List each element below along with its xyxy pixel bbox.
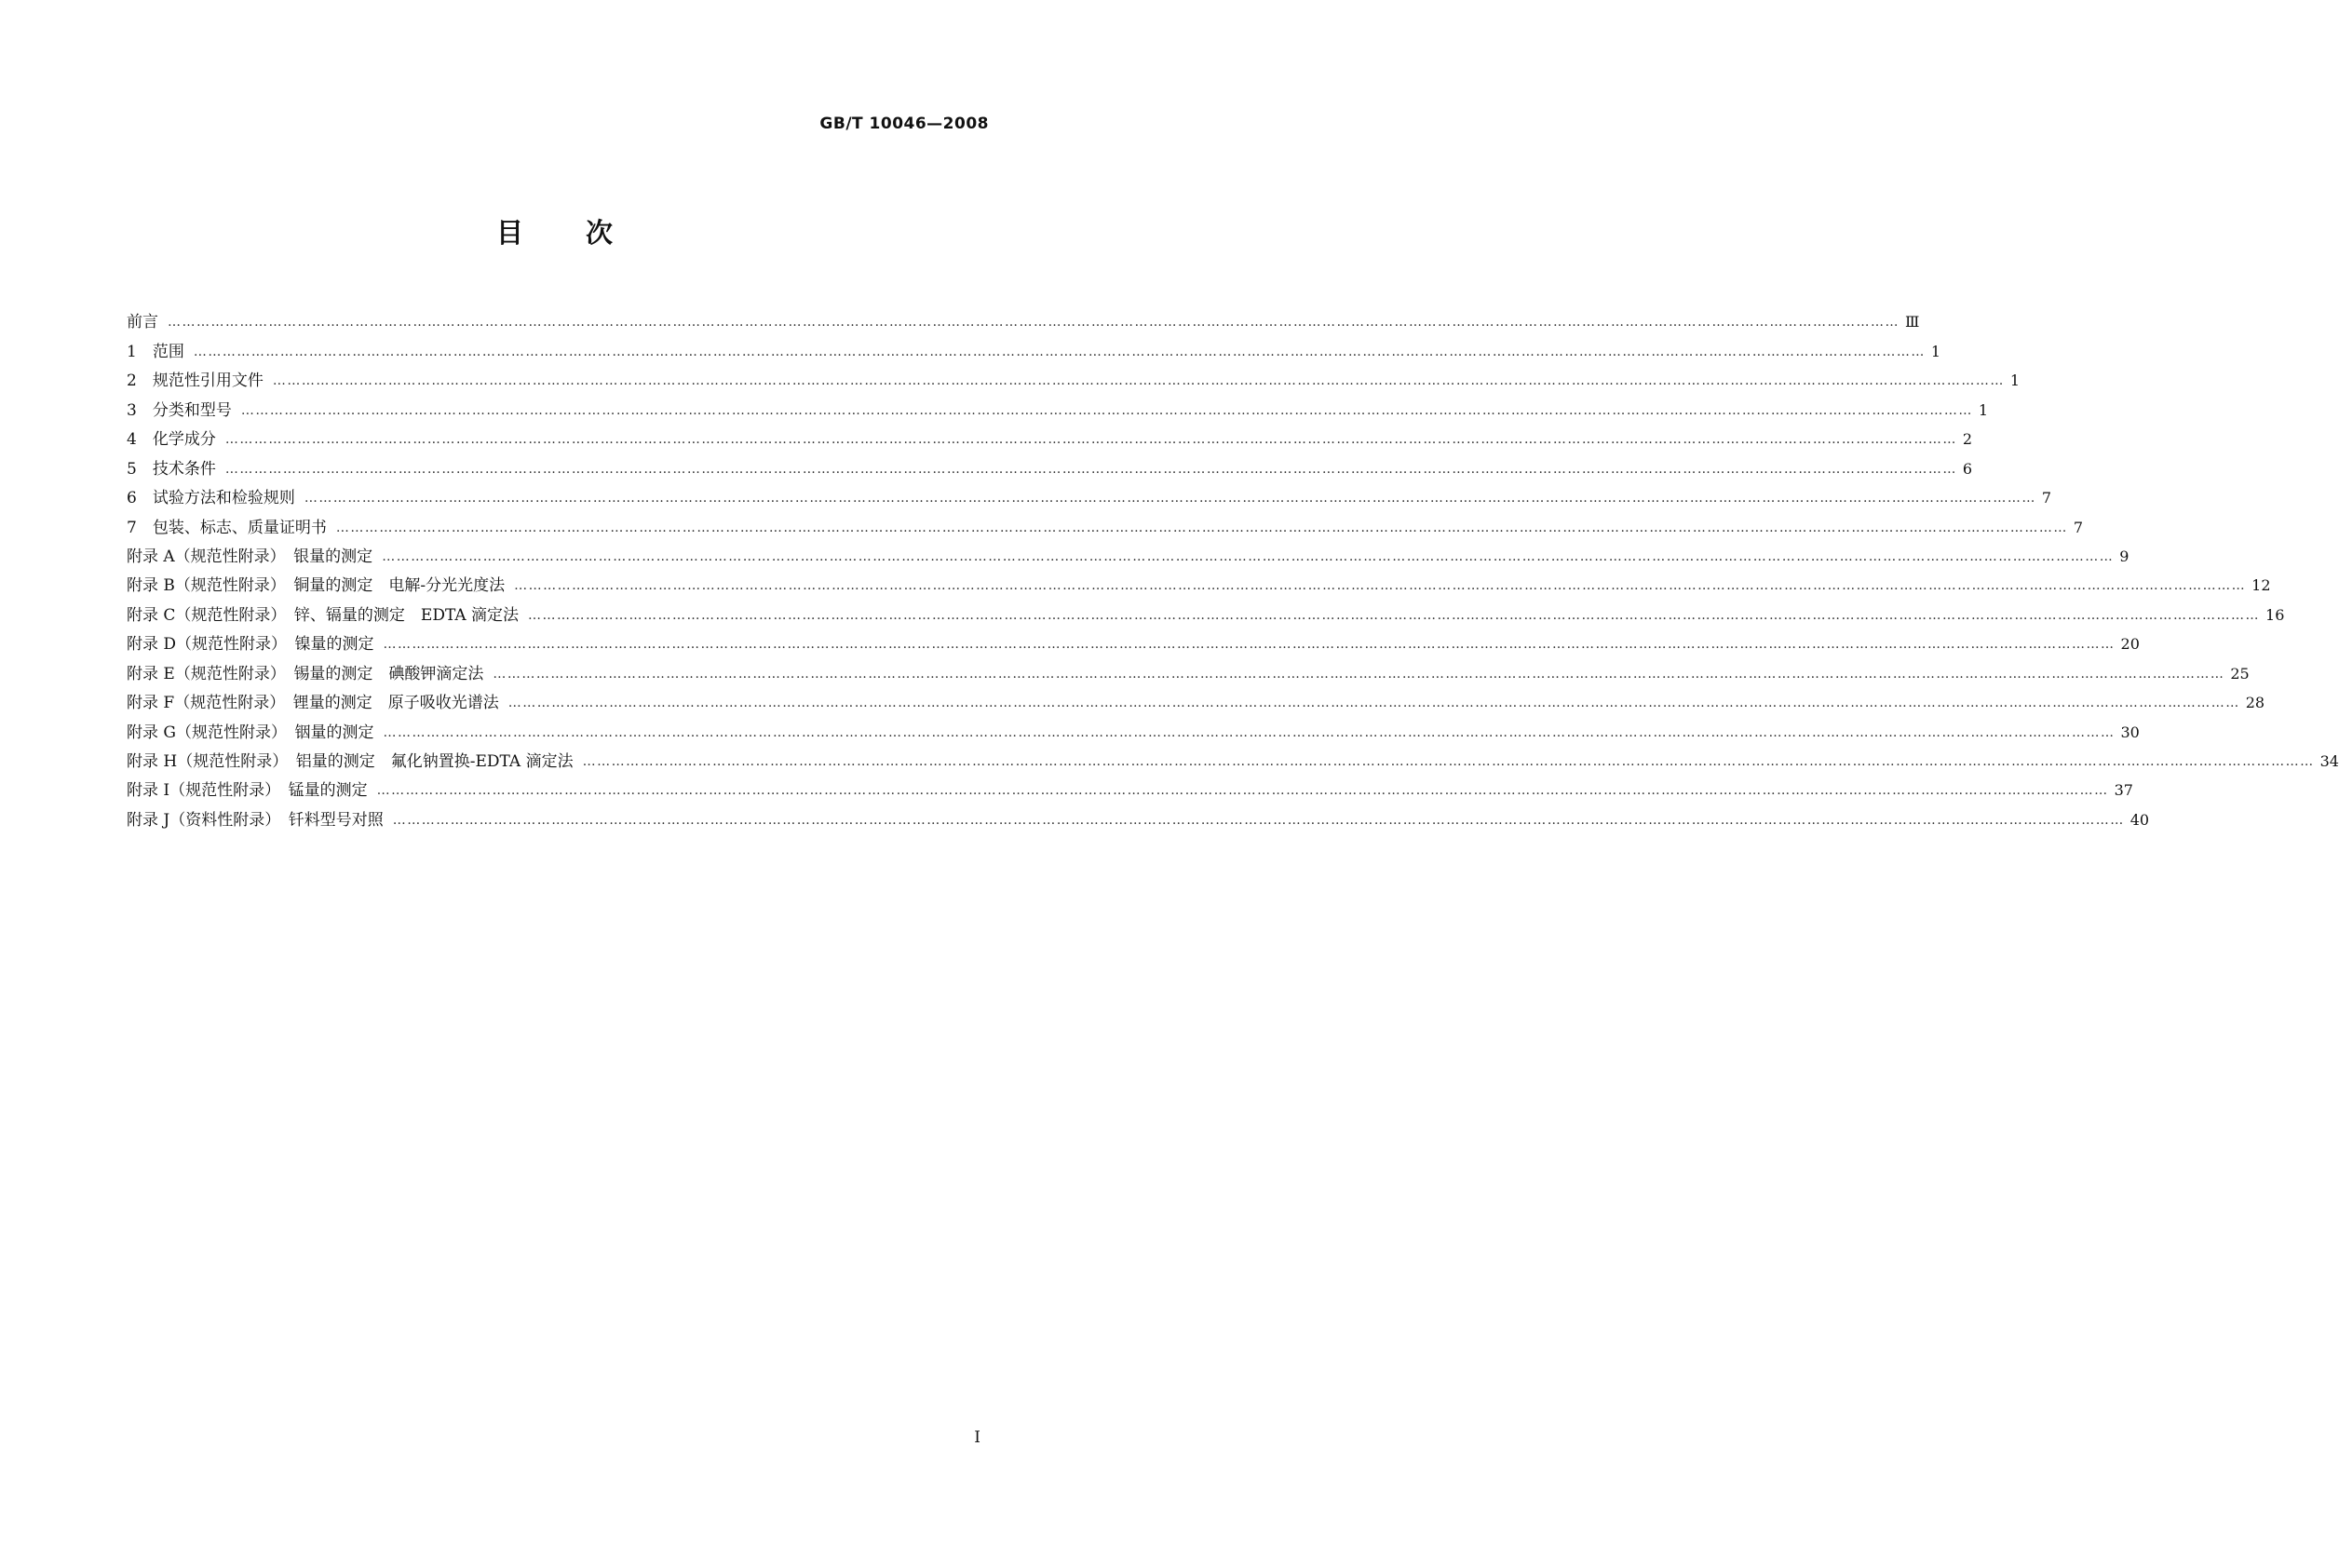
toc-entry-page: 16 [2265,605,2285,624]
toc-entry-page: 40 [2129,810,2150,829]
toc-entry-normative-references[interactable] [127,362,2021,391]
page-number: I [974,1428,980,1447]
dot-leader: ……………………………………………………………………………………………………………………………………………………………………………………………………………………………………………………………………………………………………………………………… [382,548,2115,564]
dot-leader: ……………………………………………………………………………………………………………………………………………………………………………………………………………………………………………………………………………………………………………………………… [193,344,1926,359]
toc-entry-label: 附录 F（规范性附录） 锂量的测定 原子吸收光谱法 [127,694,499,713]
dot-leader: ……………………………………………………………………………………………………………………………………………………………………………………………………………………………………………………………………………………………………………………………… [224,432,1957,448]
dot-leader: ……………………………………………………………………………………………………………………………………………………………………………………………………………………………………………………………………………………………………………………………… [335,520,2068,535]
toc-entry-label: 附录 A（规范性附录） 银量的测定 [127,547,373,566]
toc-entry-label: 附录 G（规范性附录） 铟量的测定 [127,723,374,742]
toc-entry-label: 附录 D（规范性附录） 镍量的测定 [127,635,374,655]
toc-entry-label: 附录 B（规范性附录） 铜量的测定 电解-分光光度法 [127,576,506,596]
toc-entry-page: Ⅲ [1905,313,1920,331]
toc-entry-label: 4 化学成分 [127,430,216,450]
dot-leader: ……………………………………………………………………………………………………………………………………………………………………………………………………………………………………………………………………………………………………………………………… [272,373,2005,389]
dot-leader: ……………………………………………………………………………………………………………………………………………………………………………………………………………………………………………………………………………………………………………………………… [383,724,2116,740]
dot-leader: ……………………………………………………………………………………………………………………………………………………………………………………………………………………………………………………………………………………………………………………………… [376,783,2109,799]
toc-entry-label: 1 范围 [127,342,184,361]
toc-entry-annex-h[interactable] [127,743,2339,772]
toc-entry-page: 6 [1962,459,1973,478]
dot-leader: ……………………………………………………………………………………………………………………………………………………………………………………………………………………………………………………………………………………………………………………………… [507,696,2240,711]
toc-entry-label: 5 技术条件 [127,459,216,479]
toc-entry-page: 7 [2073,518,2084,536]
toc-entry-page: 2 [1962,430,1973,449]
toc-entry-page: 34 [2319,752,2339,770]
toc-entry-annex-j[interactable] [127,801,2150,830]
toc-entry-page: 30 [2120,723,2140,741]
toc-entry-test-methods[interactable] [127,480,2052,508]
dot-leader: ……………………………………………………………………………………………………………………………………………………………………………………………………………………………………………………………………………………………………………………………… [224,461,1957,477]
toc-entry-label: 附录 J（资料性附录） 钎料型号对照 [127,810,384,830]
dot-leader: ……………………………………………………………………………………………………………………………………………………………………………………………………………………………………………………………………………………………………………………………… [304,491,2036,507]
toc-entry-annex-f[interactable] [127,684,2265,713]
toc-entry-page: 25 [2230,664,2250,683]
toc-entry-label: 3 分类和型号 [127,400,232,420]
dot-leader: ……………………………………………………………………………………………………………………………………………………………………………………………………………………………………………………………………………………………………………………………… [392,812,2125,828]
title-char-2: 次 [586,217,614,249]
toc-entry-annex-i[interactable] [127,772,2133,801]
toc-entry-label: 附录 I（规范性附录） 锰量的测定 [127,781,368,801]
dot-leader: ……………………………………………………………………………………………………………………………………………………………………………………………………………………………………………………………………………………………………………………………… [582,754,2315,769]
toc-entry-annex-a[interactable] [127,538,2129,567]
toc-entry-annex-c[interactable] [127,596,2285,625]
toc-entry-page: 1 [2009,372,2021,390]
toc-entry-classification[interactable] [127,391,1989,420]
toc-entry-label: 前言 [127,313,158,332]
toc-entry-annex-e[interactable] [127,655,2250,683]
toc-entry-annex-d[interactable] [127,626,2140,655]
toc-entry-label: 附录 H（规范性附录） 铝量的测定 氟化钠置换-EDTA 滴定法 [127,752,574,771]
dot-leader: ……………………………………………………………………………………………………………………………………………………………………………………………………………………………………………………………………………………………………………………………… [528,607,2261,623]
toc-entry-packaging[interactable] [127,508,2084,537]
toc-entry-technical-conditions[interactable] [127,450,1973,479]
dot-leader: ……………………………………………………………………………………………………………………………………………………………………………………………………………………………………………………………………………………………………………………………… [240,402,1973,418]
toc-entry-label: 附录 E（规范性附录） 锡量的测定 碘酸钾滴定法 [127,664,484,683]
dot-leader: ……………………………………………………………………………………………………………………………………………………………………………………………………………………………………………………………………………………………………………………………… [493,666,2225,682]
toc-entry-annex-g[interactable] [127,713,2140,742]
toc-entry-foreword[interactable] [127,304,1920,332]
standard-code: GB/T 10046—2008 [819,115,989,133]
toc-entry-page: 9 [2119,547,2129,565]
toc-entry-page: 12 [2251,576,2271,595]
dot-leader: ……………………………………………………………………………………………………………………………………………………………………………………………………………………………………………………………………………………………………………………………… [383,637,2116,653]
toc-entry-label: 附录 C（规范性附录） 锌、镉量的测定 EDTA 滴定法 [127,605,520,625]
toc-entry-label: 2 规范性引用文件 [127,372,264,391]
toc-entry-page: 7 [2041,489,2052,507]
toc-entry-scope[interactable] [127,332,1941,361]
toc-entry-page: 1 [1930,342,1941,360]
toc-entry-annex-b[interactable] [127,567,2271,596]
toc-entry-page: 28 [2245,694,2265,712]
page-title [0,212,1109,250]
toc-entry-label: 7 包装、标志、质量证明书 [127,518,327,537]
dot-leader: ……………………………………………………………………………………………………………………………………………………………………………………………………………………………………………………………………………………………………………………………… [168,315,1900,331]
table-of-contents [127,304,2339,831]
toc-entry-page: 37 [2114,781,2133,800]
dot-leader: ……………………………………………………………………………………………………………………………………………………………………………………………………………………………………………………………………………………………………………………………… [514,578,2247,594]
toc-entry-page: 20 [2120,635,2140,654]
toc-entry-label: 6 试验方法和检验规则 [127,489,295,508]
toc-entry-page: 1 [1978,400,1989,419]
toc-entry-chemical-composition[interactable] [127,421,1973,450]
title-char-1: 目 [495,217,523,249]
